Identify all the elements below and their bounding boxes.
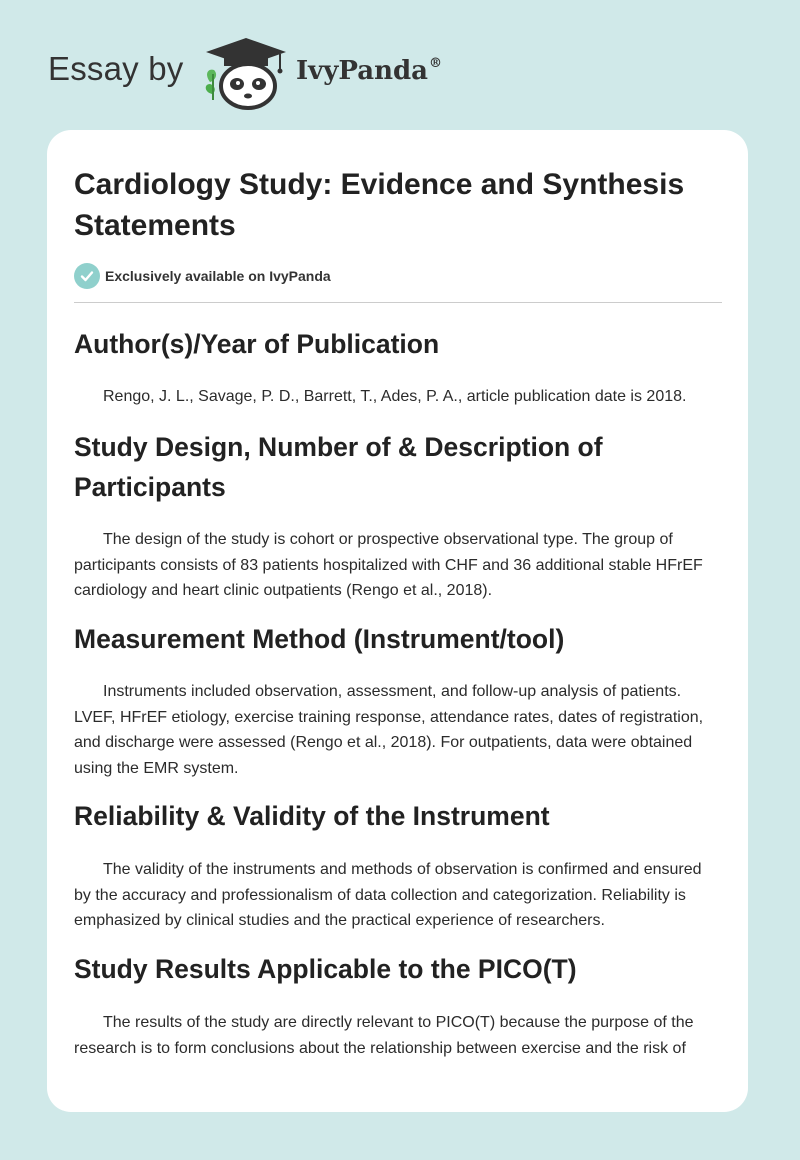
document-title: Cardiology Study: Evidence and Synthesis Statements [74,168,685,242]
section-paragraph: Instruments included observation, assessment, and follow-up analysis of patients. LVEF, HFrEF etiology, exercise training response, attendance rates, dates of registration, and discharge were assessed (Rengo et al., 2018). For outpatients, data were obtained using the EMR system. [74,683,704,777]
panda-logo-icon[interactable] [200,34,292,110]
document-card [47,130,748,1112]
exclusive-badge-label: Exclusively available on IvyPanda [105,268,331,284]
section-paragraph: The results of the study are directly relevant to PICO(T) because the purpose of the research is to form conclusions about the relationship between exercise and the risk of [74,1014,694,1057]
section-paragraph: The design of the study is cohort or prospective observational type. The group of participants consists of 83 patients hospitalized with CHF and 36 additional stable HFrEF cardiology and heart clinic outpatients (Rengo et al., 2018). [74,531,703,599]
brand-prefix: Essay by [48,50,184,87]
brand-name-text: IvyPanda [296,56,429,86]
section-heading: Reliability & Validity of the Instrument [74,801,550,831]
section-paragraph: The validity of the instruments and methods of observation is confirmed and ensured by the accuracy and professionalism of data collection and categorization. Reliability is emphasized by clinical studies and the practical experience of researchers. [74,861,702,929]
exclusive-badge [74,262,331,290]
section-heading: Measurement Method (Instrument/tool) [74,624,565,654]
section-heading: Study Results Applicable to the PICO(T) [74,954,577,984]
brand-name[interactable] [296,56,442,86]
section-paragraph: Rengo, J. L., Savage, P. D., Barrett, T., Ades, P. A., article publication date is 2018. [103,388,687,405]
section-heading: Study Design, Number of & Description of Participants [74,432,603,502]
title-divider [74,302,722,303]
section-heading: Author(s)/Year of Publication [74,329,440,359]
checkmark-icon [74,263,100,289]
registered-mark: ® [429,56,443,71]
site-header [0,0,800,120]
